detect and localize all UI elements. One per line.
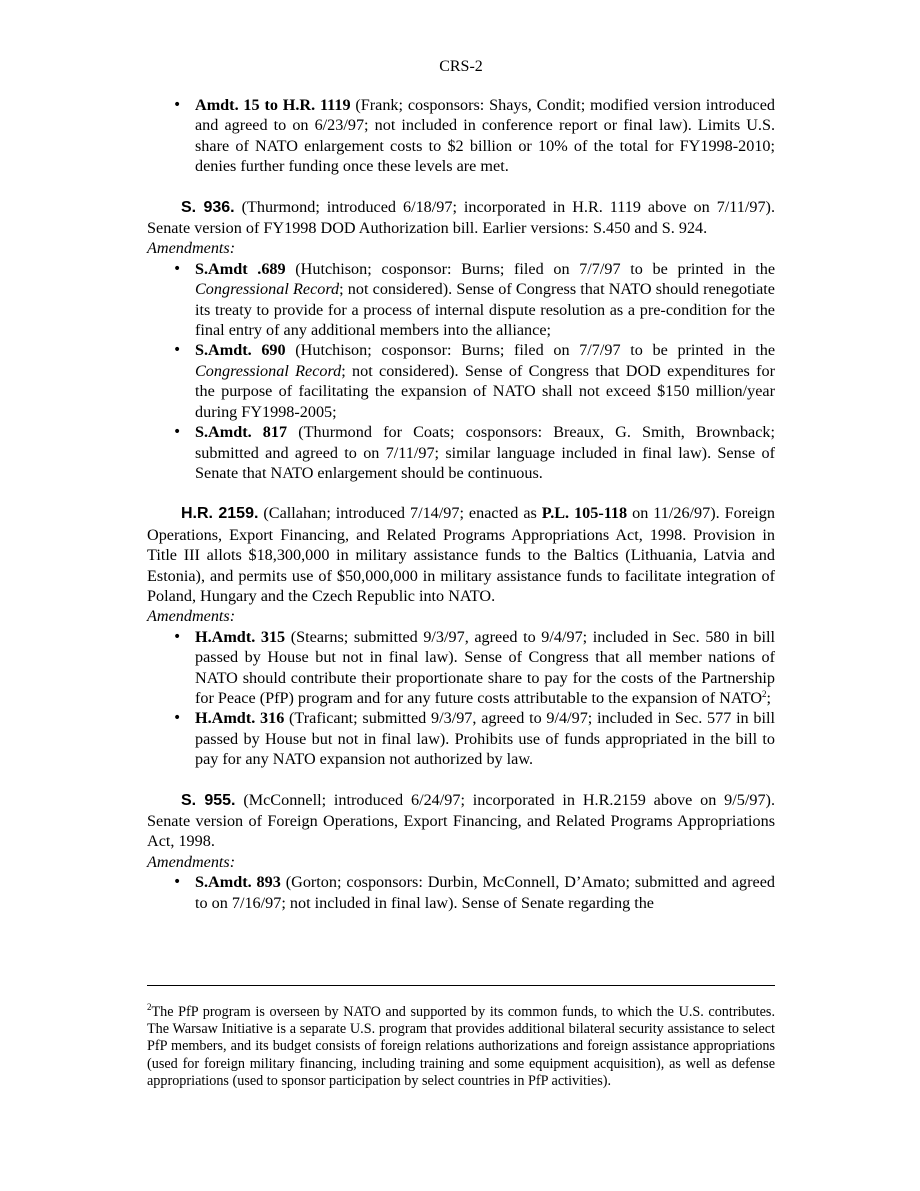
amendment-list: [147, 872, 775, 913]
bill-hr2159: [147, 503, 775, 606]
amendment-s689: [147, 259, 775, 341]
amendment-list: [147, 259, 775, 483]
amendment-text: ;: [766, 688, 772, 707]
amendment-list: [147, 95, 775, 177]
bill-text: on 11/26/97). Foreign Operations, Export Financing, and Related Programs Appropriations Act, 1998. Provision in Title III allots $18,300,000 in military assistance funds to the Baltics (Lithuania, Latvia and Estonia), and permits use of $50,000,000 in military assistance funds to facilitate integration of Poland, Hungary and the Czech Republic into NATO.: [147, 504, 775, 605]
amendment-title: H.Amdt. 315: [195, 627, 286, 646]
amendment-text: (Hutchison; cosponsor: Burns; filed on 7/7/97 to be printed in the: [285, 341, 775, 360]
bill-id: S. 936.: [181, 198, 235, 216]
publication-title: Congressional Record: [195, 361, 342, 380]
amendment-text: (Gorton; cosponsors: Durbin, McConnell, D’Amato; submitted and agreed to on 7/16/97; not included in final law). Sense of Senate regarding the: [195, 873, 775, 912]
amendment-s817: [147, 422, 775, 483]
bill-id: S. 955.: [181, 791, 236, 809]
bill-text: (McConnell; introduced 6/24/97; incorporated in H.R.2159 above on 9/5/97). Senate version of Foreign Operations, Export Financing, and Related Programs Appropriations Act, 1998.: [147, 790, 775, 851]
amendment-text: (Thurmond for Coats; cosponsors: Breaux, G. Smith, Brownback; submitted and agreed to on 7/11/97; similar language included in final law). Sense of Senate that NATO enlargement should be continuous.: [195, 423, 775, 482]
amendment-text: (Traficant; submitted 9/3/97, agreed to 9/4/97; included in Sec. 577 in bill passed by House but not in final law). Prohibits use of funds appropriated in the bill to pay for any NATO expansion not authorized by law.: [195, 709, 775, 769]
amendment-list: [147, 627, 775, 770]
bill-text: (Callahan; introduced 7/14/97; enacted as: [258, 504, 542, 523]
footnote-mark: 2: [147, 1002, 152, 1012]
amendment-s893: [147, 872, 775, 913]
amendment-text: ; not considered). Sense of Congress that DOD expenditures for the purpose of facilitating the expansion of NATO shall not exceed $150 million/year during FY1998-2005;: [195, 361, 775, 421]
amendment-hr1119-15: [147, 95, 775, 177]
public-law-id: P.L. 105-118: [541, 504, 628, 523]
document-body: [147, 95, 775, 913]
footnote-divider: [147, 985, 775, 986]
amendment-title: S.Amdt. 817: [195, 423, 288, 442]
amendment-text: (Stearns; submitted 9/3/97, agreed to 9/4/97; included in Sec. 580 in bill passed by House but not in final law). Sense of Congress that all member nations of NATO should contribute their proportionate share to pay for the costs of the Partnership for Peace (PfP) program and for any future costs attributable to the expansion of NATO: [195, 627, 775, 707]
footnote: [147, 1004, 775, 1090]
amendments-label: Amendments:: [147, 239, 236, 258]
amendment-s690: [147, 340, 775, 422]
amendment-title: Amdt. 15 to H.R. 1119: [195, 96, 351, 114]
amendment-text: ; not considered). Sense of Congress that NATO should renegotiate its treaty to provide for a process of internal dispute resolution as a pre-condition for the final entry of any additional members into the alliance;: [195, 280, 775, 340]
amendment-title: H.Amdt. 316: [195, 709, 285, 728]
bill-text: (Thurmond; introduced 6/18/97; incorporated in H.R. 1119 above on 7/11/97). Senate version of FY1998 DOD Authorization bill. Earlier versions: S.450 and S. 924.: [147, 197, 775, 238]
amendment-title: S.Amdt. 690: [195, 341, 286, 360]
footnote-ref: 2: [762, 688, 767, 699]
amendment-h316: [147, 708, 775, 769]
bill-s955: [147, 790, 775, 852]
amendments-label: Amendments:: [147, 607, 236, 626]
bill-s936: [147, 197, 775, 239]
page-header: CRS-2: [439, 58, 483, 75]
publication-title: Congressional Record: [195, 280, 340, 299]
amendment-title: S.Amdt. 893: [195, 873, 281, 892]
footnote-text: The PfP program is overseen by NATO and supported by its common funds, to which the U.S. contributes. The Warsaw Initiative is a separate U.S. program that provides additional bilateral security assistance to select PfP members, and its budget consists of foreign relations authorizations and foreign assistance appropriations (used for foreign military financing, including training and some equipment acquisition), as well as defense appropriations (used to sponsor participation by select countries in PfP activities).: [147, 1004, 775, 1089]
amendment-text: (Frank; cosponsors: Shays, Condit; modified version introduced and agreed to on 6/23/97; not included in conference report or final law). Limits U.S. share of NATO enlargement costs to $2 billion or 10% of the total for FY1998-2010; denies further funding once these levels are met.: [195, 96, 775, 176]
amendment-h315: [147, 627, 775, 709]
bill-id: H.R. 2159.: [181, 505, 259, 523]
amendments-label: Amendments:: [147, 852, 236, 871]
amendment-text: (Hutchison; cosponsor: Burns; filed on 7/7/97 to be printed in the: [285, 259, 775, 278]
amendment-title: S.Amdt .689: [195, 259, 286, 278]
